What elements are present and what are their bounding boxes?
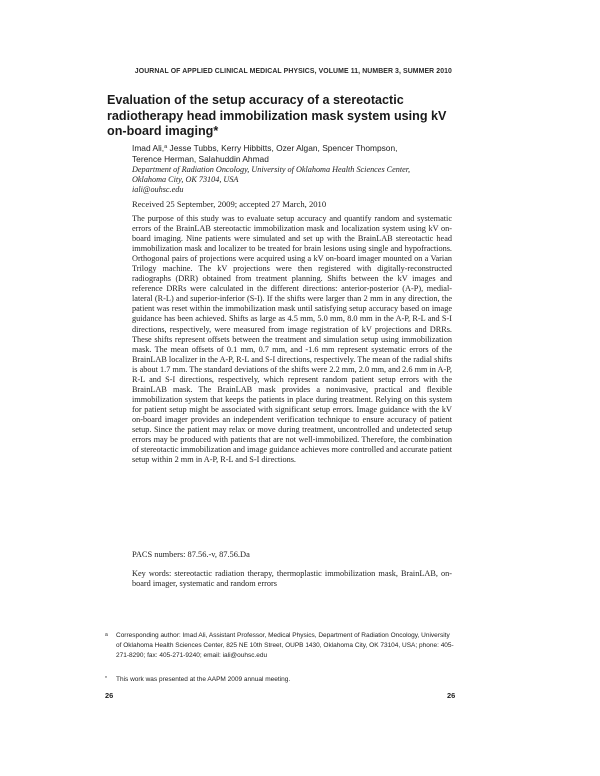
page-number-left: 26 [105, 691, 114, 700]
pacs-numbers: PACS numbers: 87.56.-v, 87.56.Da [132, 550, 250, 559]
keywords: Key words: stereotactic radiation therapy, thermoplastic immobilization mask, BrainLAB, on-board imager, systematic and random errors [132, 569, 452, 589]
affiliation [132, 165, 462, 196]
author-email: iali@ouhsc.edu [132, 185, 184, 195]
article-title: Evaluation of the setup accuracy of a stereotactic radiotherapy head immobilization mask system using kV on-board imaging* [107, 93, 447, 138]
footnote-mark: * [105, 676, 107, 682]
abstract-text: The purpose of this study was to evaluate setup accuracy and quantify random and systematic errors of the BrainLAB stereotactic immobilization mask and localization system using kV on-board imaging. Nine patients were simulated and set up with the BrainLAB stereotactic head immobilization mask and localizer to be treated for brain lesions using single and hypofractions. Orthogonal pairs of projections were acquired using a kV on-board imager mounted on a Varian Trilogy machine. The kV projections were then registered with digitally-reconstructed radiographs (DRR) obtained from treatment planning. Shifts between the kV images and reference DRRs were calculated in the different directions: anterior-posterior (A-P), medial-lateral (R-L) and superior-inferior (S-I). If the shifts were larger than 2 mm in any direction, the patient was reset within the immobilization mask until satisfying setup accuracy based on image guidance has been achieved. Shifts as large as 4.5 mm, 5.0 mm, 8.0 mm in the A-P, R-L and S-I directions, respectively, were measured from image registration of kV projections and DRRs. These shifts represent offsets between the treatment and simulation setup using immobilization mask. The mean offsets of 0.1 mm, 0.7 mm, and -1.6 mm represent systematic errors of the BrainLAB localizer in the A-P, R-L and S-I directions, respectively. The mean of the radial shifts is about 1.7 mm. The standard deviations of the shifts were 2.2 mm, 2.0 mm, and 2.6 mm in A-P, R-L and S-I directions, respectively, which represent random patient setup errors with the BrainLAB mask. The BrainLAB mask provides a noninvasive, practical and flexible immobilization system that keeps the patients in place during treatment. Relying on this system for patient setup might be associated with significant setup errors. Image guidance with the kV on-board imager provides an independent verification technique to ensure accuracy of patient setup. Since the patient may relax or move during treatment, uncontrolled and undetected setup errors may be produced with patients that are not well-immobilized. Therefore, the combination of stereotactic immobilization and image guidance achieves more controlled and accurate patient setup within 2 mm in A-P, R-L and S-I directions. [132, 214, 453, 465]
affiliation-line1: Department of Radiation Oncology, University of Oklahoma Health Sciences Center, [132, 165, 411, 174]
affiliation-line2: Oklahoma City, OK 73104, USA [132, 175, 239, 185]
footnote-text: This work was presented at the AAPM 2009 annual meeting. [116, 676, 291, 683]
received-dates: Received 25 September, 2009; accepted 27 March, 2010 [132, 199, 327, 209]
first-author-footnote-mark: a [164, 144, 168, 150]
footnote-mark: a [105, 632, 108, 638]
footnote-text: Corresponding author: Imad Ali, Assistant Professor, Medical Physics, Department of Radiation Oncology, University of Oklahoma Health Sciences Center, 825 NE 10th Street, OUPB 1430, Oklahoma City, OK 73104, USA; phone: 405-271-8290; fax: 405-271-9240; email: iali@ouhsc.edu [116, 632, 454, 660]
journal-header: JOURNAL OF APPLIED CLINICAL MEDICAL PHYSICS, VOLUME 11, NUMBER 3, SUMMER 2010 [134, 68, 452, 75]
authors-line2: Terence Herman, Salahuddin Ahmad [132, 153, 269, 164]
page-number-right: 26 [447, 691, 456, 700]
authors-line1-rest: Jesse Tubbs, Kerry Hibbitts, Ozer Algan, Spencer Thompson, [167, 143, 398, 153]
first-author: Imad Ali, [132, 143, 165, 153]
author-list [132, 143, 462, 164]
